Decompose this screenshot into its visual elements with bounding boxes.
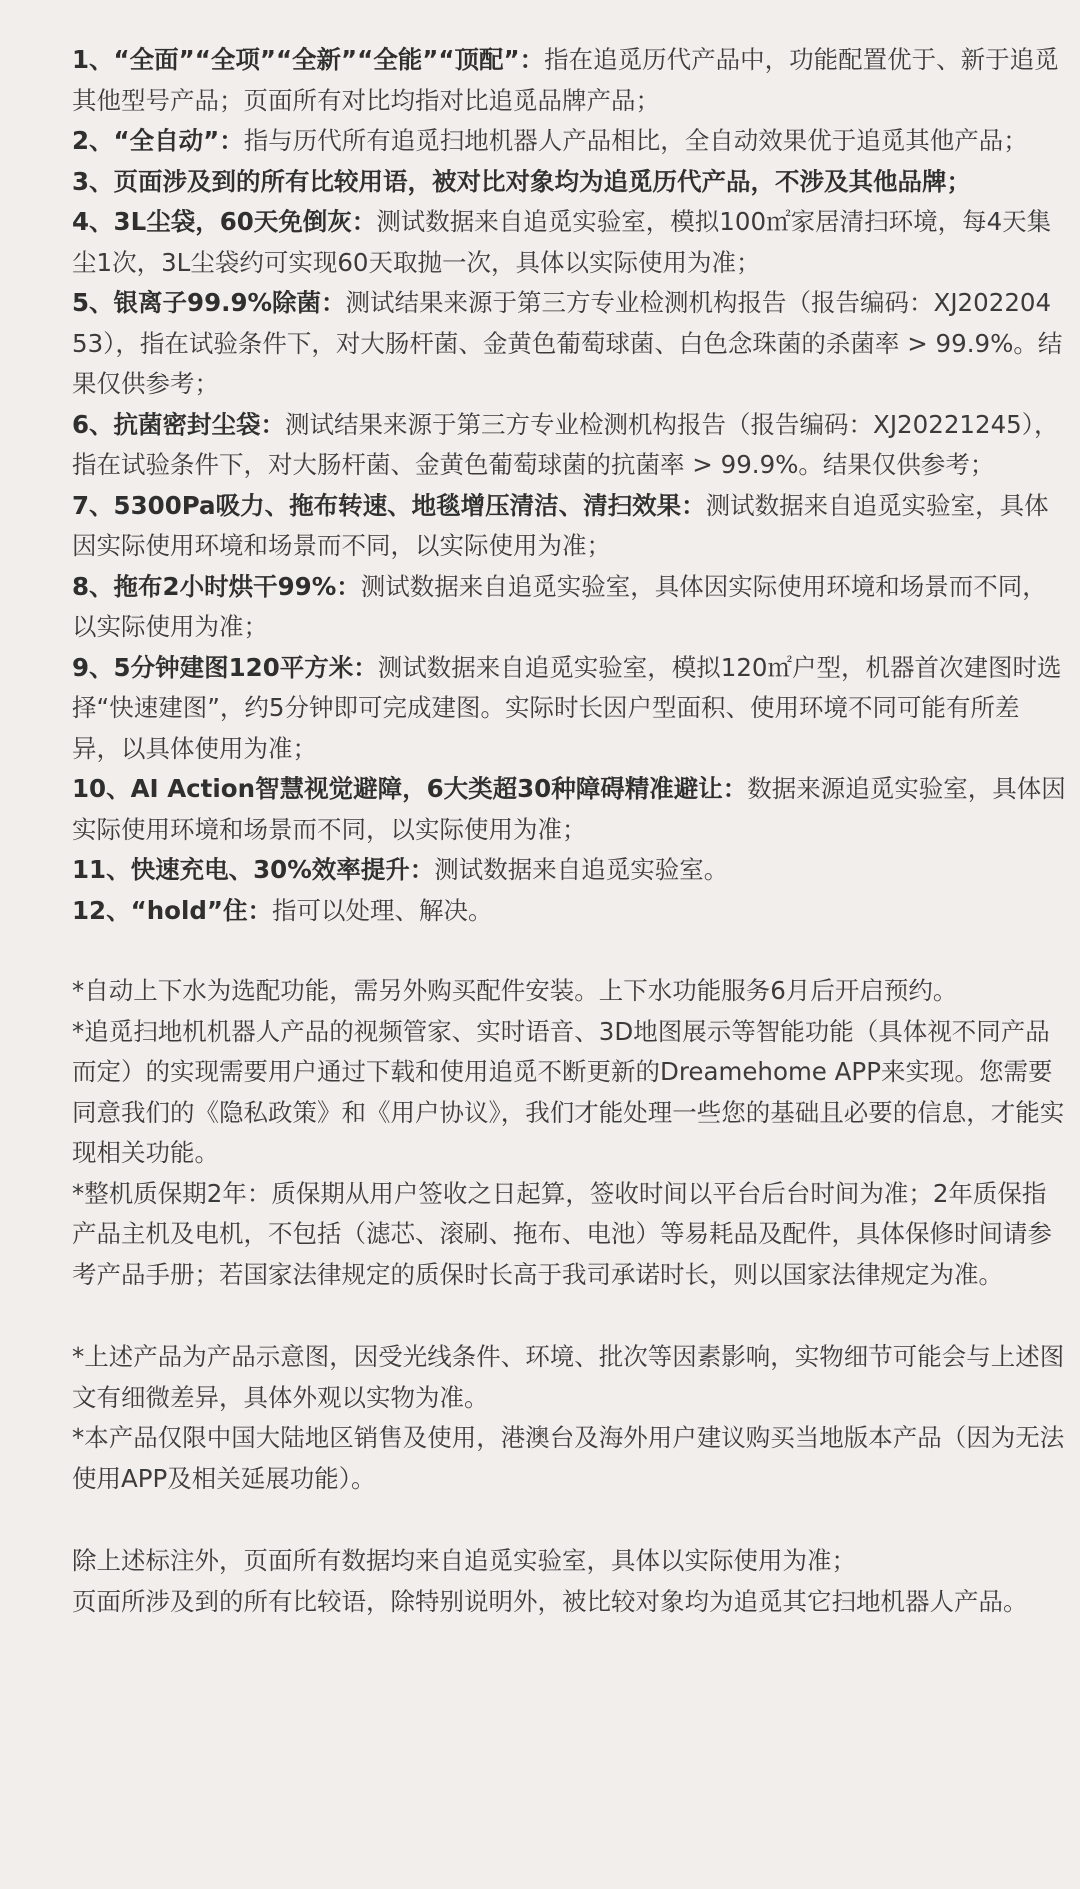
note-item — [72, 202, 1066, 283]
note-label: 8、拖布2小时烘干99%： — [72, 571, 361, 601]
note-item — [72, 283, 1066, 405]
extra-note: *本产品仅限中国大陆地区销售及使用，港澳台及海外用户建议购买当地版本产品（因为无法使用APP及相关延展功能）。 — [72, 1423, 1065, 1493]
note-text: 测试结果来源于第三方专业检测机构报告（报告编码：XJ20220453），指在试验条件下，对大肠杆菌、金黄色葡萄球菌、白色念珠菌的杀菌率 > 99.9%。结果仅供参考； — [72, 288, 1063, 398]
note-text: 测试数据来自追觅实验室，具体因实际使用环境和场景而不同，以实际使用为准； — [72, 571, 1047, 641]
note-text: 测试数据来自追觅实验室，模拟120㎡户型，机器首次建图时选择“快速建图”，约5分钟即可完成建图。实际时长因户型面积、使用环境不同可能有所差异，以具体使用为准； — [72, 652, 1062, 763]
note-item — [72, 486, 1066, 567]
note-label: 5、银离子99.9%除菌： — [72, 288, 346, 317]
extra-note: *自动上下水为选配功能，需另外购买配件安装。上下水功能服务6月后开启预约。 — [72, 976, 958, 1005]
extra-notes-block-1 — [72, 971, 1066, 1295]
numbered-notes — [72, 40, 1066, 931]
section-spacer — [72, 1499, 1066, 1541]
closing-note: 页面所涉及到的所有比较语，除特别说明外，被比较对象均为追觅其它扫地机器人产品。 — [72, 1586, 1028, 1616]
note-label: 3、页面涉及到的所有比较用语，被对比对象均为追觅历代产品，不涉及其他品牌； — [72, 166, 972, 196]
extra-note: *上述产品为产品示意图，因受光线条件、环境、批次等因素影响，实物细节可能会与上述图文有细微差异，具体外观以实物为准。 — [72, 1342, 1065, 1412]
note-text: 指与历代所有追觅扫地机器人产品相比，全自动效果优于追觅其他产品； — [243, 126, 1028, 155]
note-item — [72, 648, 1066, 770]
extra-note: *追觅扫地机机器人产品的视频管家、实时语音、3D地图展示等智能功能（具体视不同产品而定）的实现需要用户通过下载和使用追觅不断更新的Dreamehome APP来实现。您需要同意我们的《隐私政策》和《用户协议》，我们才能处理一些您的基础且必要的信息，才能实现相关功能。 — [72, 1016, 1065, 1167]
extra-notes-block-2 — [72, 1337, 1066, 1499]
note-text: 数据来源追觅实验室，具体因实际使用环境和场景而不同，以实际使用为准； — [72, 774, 1066, 844]
note-label: 4、3L尘袋，60天免倒灰： — [72, 207, 377, 236]
note-label: 7、5300Pa吸力、拖布转速、地毯增压清洁、清扫效果： — [72, 490, 706, 520]
note-text: 指在追觅历代产品中，功能配置优于、新于追觅其他型号产品；页面所有对比均指对比追觅品牌产品； — [72, 45, 1059, 115]
note-text: 测试数据来自追觅实验室，模拟100㎡家居清扫环境，每4天集尘1次，3L尘袋约可实现60天取抛一次，具体以实际使用为准； — [72, 207, 1052, 277]
note-item — [72, 891, 1066, 932]
note-text: 测试数据来自追觅实验室，具体因实际使用环境和场景而不同，以实际使用为准； — [72, 490, 1049, 560]
note-text: 指可以处理、解决。 — [272, 895, 493, 925]
note-label: 11、快速充电、30%效率提升： — [72, 855, 435, 884]
closing-note: 除上述标注外，页面所有数据均来自追觅实验室，具体以实际使用为准； — [72, 1546, 856, 1575]
note-item — [72, 850, 1066, 891]
note-label: 9、5分钟建图120平方米： — [72, 652, 378, 682]
note-label: 10、AI Action智慧视觉避障，6大类超30种障碍精准避让： — [72, 774, 748, 803]
note-label: 12、“hold”住： — [72, 895, 273, 925]
note-label: 1、“全面”“全项”“全新”“全能”“顶配”： — [72, 45, 545, 74]
note-text: 测试结果来源于第三方专业检测机构报告（报告编码：XJ20221245），指在试验条件下，对大肠杆菌、金黄色葡萄球菌的抗菌率 > 99.9%。结果仅供参考； — [72, 409, 1059, 479]
note-item — [72, 162, 1066, 203]
note-item — [72, 121, 1066, 162]
note-item — [72, 567, 1066, 648]
note-item — [72, 405, 1066, 486]
section-spacer — [72, 1295, 1066, 1337]
note-item — [72, 769, 1066, 850]
closing-notes — [72, 1541, 1066, 1622]
note-label: 2、“全自动”： — [72, 126, 244, 155]
section-spacer — [72, 931, 1066, 971]
note-label: 6、抗菌密封尘袋： — [72, 409, 286, 439]
extra-note: *整机质保期2年：质保期从用户签收之日起算，签收时间以平台后台时间为准；2年质保指产品主机及电机，不包括（滤芯、滚刷、拖布、电池）等易耗品及配件，具体保修时间请参考产品手册；若国家法律规定的质保时长高于我司承诺时长，则以国家法律规定为准。 — [72, 1178, 1052, 1289]
note-item — [72, 40, 1066, 121]
note-text: 测试数据来自追觅实验室。 — [434, 855, 729, 884]
